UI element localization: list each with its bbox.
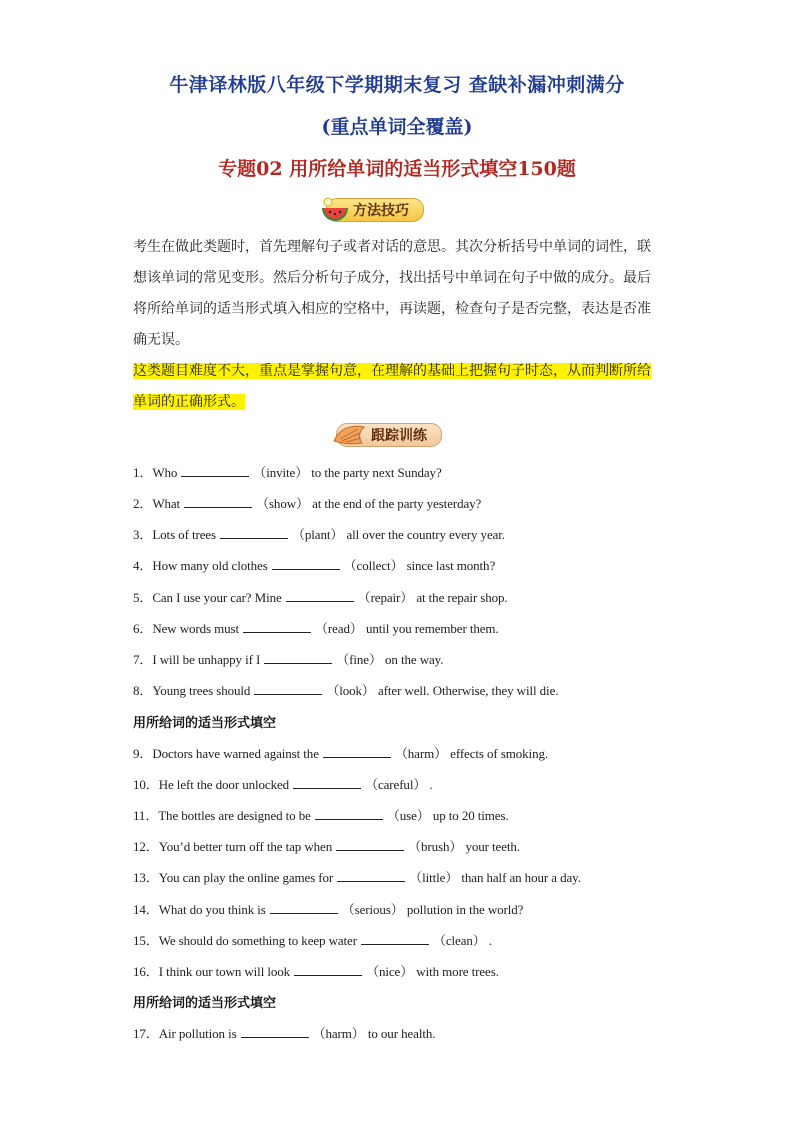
- answer-blank[interactable]: [243, 620, 311, 633]
- answer-blank[interactable]: [286, 589, 354, 602]
- question-number: 12．: [133, 839, 159, 854]
- question-number: 3．: [133, 527, 153, 542]
- question-item: [133, 680, 558, 699]
- answer-blank[interactable]: [264, 651, 332, 664]
- question-text-after: to the party next Sunday?: [311, 465, 442, 480]
- question-number: 5．: [133, 590, 153, 605]
- method-paragraph: 考生在做此类题时，首先理解句子或者对话的意思。其次分析括号中单词的词性，联想该单词的常见变形。然后分析句子成分，找出括号中单词在句子中做的成分。最后将所给单词的适当形式填入相应的空格中，再读题，检查句子是否完整，表达是否准确无误。: [133, 239, 651, 348]
- question-text-before: Lots of trees: [152, 527, 216, 542]
- question-item: [133, 867, 581, 886]
- given-word: （plant）: [292, 527, 344, 542]
- shell-icon: [332, 421, 366, 447]
- question-number: 15．: [133, 933, 159, 948]
- answer-blank[interactable]: [184, 495, 252, 508]
- question-number: 7．: [133, 652, 153, 667]
- question-number: 9．: [133, 746, 153, 761]
- given-word: （show）: [256, 496, 309, 511]
- question-text-after: with more trees.: [416, 964, 499, 979]
- question-item: [133, 555, 495, 574]
- question-text-after: until you remember them.: [365, 621, 499, 636]
- question-text-before: The bottles are designed to be: [158, 808, 311, 823]
- given-word: （brush）: [408, 839, 463, 854]
- question-item: [133, 930, 492, 949]
- given-word: （repair）: [357, 590, 414, 605]
- answer-blank[interactable]: [272, 557, 340, 570]
- question-number: 13．: [133, 870, 159, 885]
- question-number: 10．: [133, 777, 159, 792]
- question-item: [133, 1023, 435, 1042]
- question-text-after: up to 20 times.: [432, 808, 509, 823]
- question-text-before: How many old clothes: [152, 558, 268, 573]
- question-text-before: What: [152, 496, 181, 511]
- answer-blank[interactable]: [181, 464, 249, 477]
- given-word: （serious）: [341, 902, 404, 917]
- question-number: 11．: [133, 808, 159, 823]
- question-text-before: Young trees should: [152, 683, 251, 698]
- question-text-before: I think our town will look: [158, 964, 291, 979]
- question-text-before: Doctors have warned against the: [152, 746, 319, 761]
- question-text-after: on the way.: [385, 652, 444, 667]
- question-text-before: We should do something to keep water: [158, 933, 357, 948]
- training-label: 跟踪训练: [336, 423, 442, 447]
- given-word: （little）: [409, 870, 459, 885]
- answer-blank[interactable]: [270, 901, 338, 914]
- question-text-before: New words must: [152, 621, 240, 636]
- question-item: [133, 649, 443, 668]
- question-item: [133, 774, 433, 793]
- question-text-after: than half an hour a day.: [461, 870, 581, 885]
- document-title: 牛津译林版八年级下学期期末复习 查缺补漏冲刺满分: [169, 74, 625, 96]
- given-word: （look）: [326, 683, 375, 698]
- method-tips-label: 方法技巧: [326, 198, 424, 222]
- question-number: 4．: [133, 558, 153, 573]
- given-word: （fine）: [336, 652, 382, 667]
- answer-blank[interactable]: [241, 1025, 309, 1038]
- given-word: （clean）: [432, 933, 486, 948]
- question-text-before: You’d better turn off the tap when: [158, 839, 333, 854]
- question-number: 8．: [133, 683, 153, 698]
- watermelon-icon: [320, 194, 350, 222]
- question-text-before: What do you think is: [158, 902, 266, 917]
- answer-blank[interactable]: [337, 869, 405, 882]
- question-item: [133, 899, 523, 918]
- question-number: 2．: [133, 496, 153, 511]
- question-item: [133, 493, 481, 512]
- question-item: [133, 462, 442, 481]
- question-number: 14．: [133, 902, 159, 917]
- given-word: （invite）: [253, 465, 309, 480]
- answer-blank[interactable]: [315, 807, 383, 820]
- section-heading: 用所给词的适当形式填空: [133, 716, 277, 731]
- question-text-after: at the end of the party yesterday?: [312, 496, 482, 511]
- answer-blank[interactable]: [361, 932, 429, 945]
- question-text-before: Who: [152, 465, 178, 480]
- given-word: （nice）: [366, 964, 414, 979]
- section-heading: 用所给词的适当形式填空: [133, 996, 277, 1011]
- question-text-after: .: [429, 777, 433, 792]
- question-text-before: You can play the online games for: [158, 870, 334, 885]
- given-word: （harm）: [312, 1026, 365, 1041]
- question-text-after: since last month?: [406, 558, 496, 573]
- given-word: （use）: [386, 808, 430, 823]
- question-item: [133, 587, 508, 606]
- question-text-before: Can I use your car? Mine: [152, 590, 282, 605]
- highlighted-text: 这类题目难度不大，重点是掌握句意，在理解的基础上把握句子时态，从而判断所给单词的正确形式。: [133, 363, 651, 410]
- answer-blank[interactable]: [220, 526, 288, 539]
- question-text-after: all over the country every year.: [346, 527, 505, 542]
- highlight-paragraph: [133, 356, 655, 418]
- question-item: [133, 836, 520, 855]
- question-text-before: I will be unhappy if I: [152, 652, 261, 667]
- answer-blank[interactable]: [336, 838, 404, 851]
- method-tips-badge: [326, 196, 424, 224]
- answer-blank[interactable]: [293, 776, 361, 789]
- topic-title: 专题02 用所给单词的适当形式填空150题: [218, 158, 576, 180]
- question-number: 16．: [133, 964, 159, 979]
- training-badge: [336, 421, 442, 449]
- question-text-after: after well. Otherwise, they will die.: [377, 683, 559, 698]
- question-text-after: effects of smoking.: [450, 746, 549, 761]
- answer-blank[interactable]: [294, 963, 362, 976]
- question-item: [133, 805, 509, 824]
- question-text-after: .: [488, 933, 493, 948]
- question-number: 17．: [133, 1026, 159, 1041]
- given-word: （careful）: [365, 777, 427, 792]
- question-text-after: at the repair shop.: [416, 590, 508, 605]
- question-text-after: pollution in the world?: [406, 902, 524, 917]
- question-item: [133, 524, 505, 543]
- question-number: 1．: [133, 465, 153, 480]
- given-word: （read）: [315, 621, 363, 636]
- answer-blank[interactable]: [254, 682, 322, 695]
- document-subtitle: (重点单词全覆盖): [321, 116, 473, 138]
- question-text-before: Air pollution is: [158, 1026, 237, 1041]
- answer-blank[interactable]: [323, 745, 391, 758]
- question-item: [133, 743, 548, 762]
- given-word: （collect）: [343, 558, 404, 573]
- question-text-before: He left the door unlocked: [158, 777, 290, 792]
- question-item: [133, 618, 499, 637]
- question-number: 6．: [133, 621, 153, 636]
- question-text-after: your teeth.: [465, 839, 520, 854]
- question-item: [133, 961, 499, 980]
- question-text-after: to our health.: [367, 1026, 436, 1041]
- given-word: （harm）: [394, 746, 447, 761]
